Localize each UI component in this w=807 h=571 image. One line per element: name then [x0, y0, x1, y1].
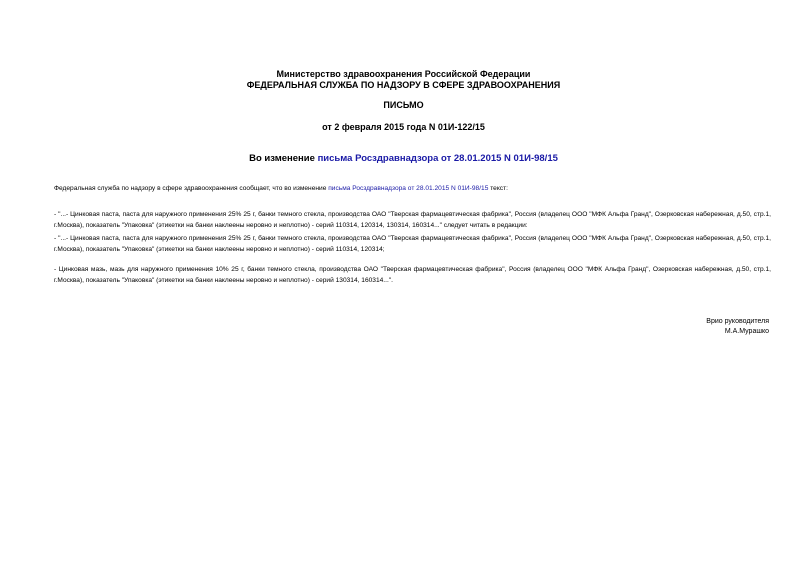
amended-paste-paragraph: - "...- Цинковая паста, паста для наружного применения 25% 25 г, банки темного стекла, производства ОАО "Тверская фармацевтическая фабрика", Россия (владелец ООО "МФК Альфа Гранд", Озерковская набережная, д.50, стр.1, г.Москва), показатель "Упаковка" (этикетки на банки наклеены неровно и неплотно) - серий 110314, 120314;: [54, 235, 771, 253]
original-text-paragraph: - "...- Цинковая паста, паста для наружного применения 25% 25 г, банки темного стекла, производства ОАО "Тверская фармацевтическая фабрика", Россия (владелец ООО "МФК Альфа Гранд", Озерковская набережная, д.50, стр.1, г.Москва), показатель "Упаковка" (этикетки на банки наклеены неровно и неплотно) - серий 110314, 120314, 130314, 160314..." следует читать в редакции:: [54, 211, 771, 229]
intro-text-after: текст:: [488, 185, 508, 192]
intro-letter-link[interactable]: письма Росздравнадзора от 28.01.2015 N 01И-98/15: [328, 185, 489, 192]
subject-letter-link[interactable]: письма Росздравнадзора от 28.01.2015 N 01И-98/15: [317, 153, 558, 164]
document-subject: [0, 153, 807, 165]
subject-prefix: Во изменение: [249, 153, 318, 164]
intro-paragraph: [54, 183, 771, 194]
ministry-heading: Министерство здравоохранения Российской Федерации: [276, 69, 531, 79]
service-heading: ФЕДЕРАЛЬНАЯ СЛУЖБА ПО НАДЗОРУ В СФЕРЕ ЗДРАВООХРАНЕНИЯ: [246, 80, 561, 90]
intro-text-before: Федеральная служба по надзору в сфере здравоохранения сообщает, что во изменение: [54, 185, 329, 192]
document-type-heading: ПИСЬМО: [383, 100, 424, 110]
signatory-position: Врио руководителя: [706, 318, 769, 325]
document-date-number: от 2 февраля 2015 года N 01И-122/15: [322, 122, 485, 132]
amended-ointment-paragraph: - Цинковая мазь, мазь для наружного применения 10% 25 г, банки темного стекла, производства ОАО "Тверская фармацевтическая фабрика", Россия (владелец ООО "МФК Альфа Гранд", Озерковская набережная, д.50, стр.1, г.Москва), показатель "Упаковка" (этикетки на банки наклеены неровно и неплотно) - серий 130314, 160314...".: [54, 266, 771, 284]
signatory-name: М.А.Мурашко: [724, 328, 769, 335]
